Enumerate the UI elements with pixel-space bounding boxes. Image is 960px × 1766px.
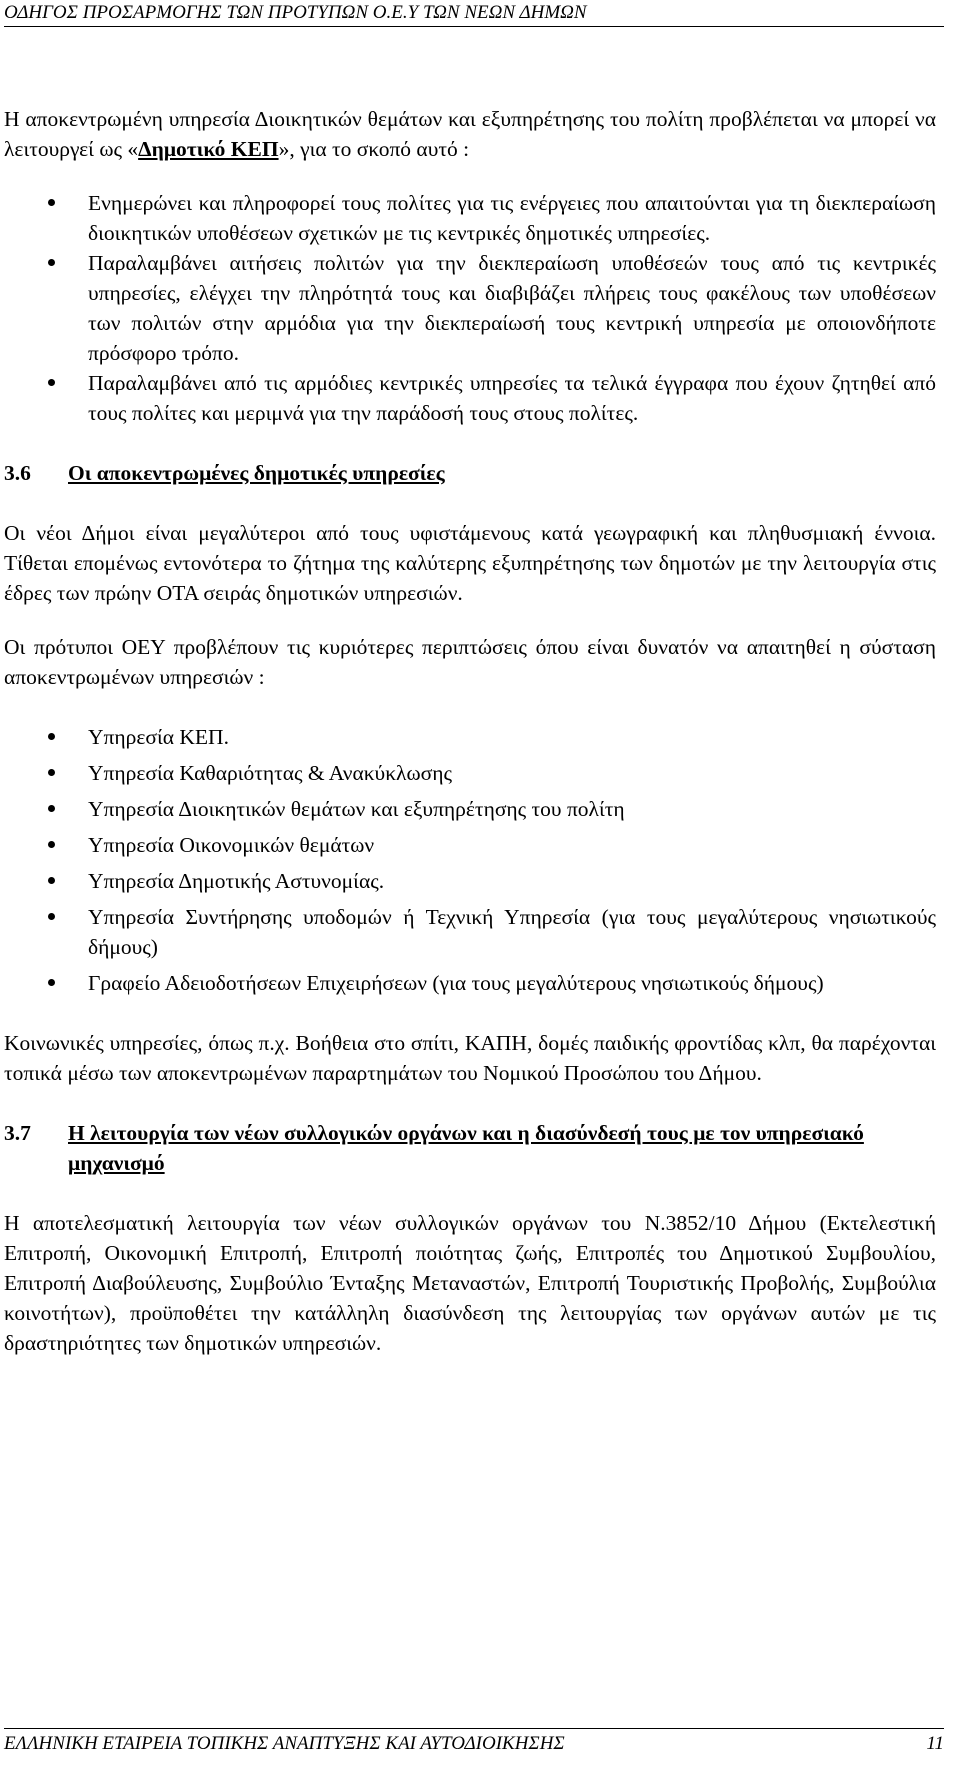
section-heading-3-6: [4, 458, 936, 488]
list-item: Υπηρεσία Καθαριότητας & Ανακύκλωσης: [4, 758, 936, 788]
section-heading-3-7: [4, 1118, 936, 1178]
footer-rule: [4, 1728, 944, 1729]
list-item: Υπηρεσία Διοικητικών θεμάτων και εξυπηρέτησης του πολίτη: [4, 794, 936, 824]
running-footer: [4, 1733, 944, 1755]
decentralized-services-list: [4, 722, 936, 998]
footer-organization: ΕΛΛΗΝΙΚΗ ΕΤΑΙΡΕΙΑ ΤΟΠΙΚΗΣ ΑΝΑΠΤΥΞΗΣ ΚΑΙ ΑΥΤΟΔΙΟΙΚΗΣΗΣ: [4, 1733, 565, 1754]
list-item: Υπηρεσία Οικονομικών θεμάτων: [4, 830, 936, 860]
list-item: Παραλαμβάνει αιτήσεις πολιτών για την διεκπεραίωση υποθέσεών τους από τις κεντρικές υπηρεσίες, ελέγχει την πληρότητά τους και διαβιβάζει πλήρεις τους φακέλους των υποθέσεων των πολιτών στην αρμόδια για την διεκπεραίωσή τους κεντρική υπηρεσία με οποιονδήποτε πρόσφορο τρόπο.: [4, 248, 936, 368]
section-number: 3.7: [4, 1121, 31, 1145]
intro-text-after: », για το σκοπό αυτό :: [278, 137, 470, 161]
bullet-icon: [48, 913, 55, 920]
paragraph: Οι πρότυποι ΟΕΥ προβλέπουν τις κυριότερες περιπτώσεις όπου είναι δυνατόν να απαιτηθεί η σύσταση αποκεντρωμένων υπηρεσιών :: [4, 635, 936, 689]
paragraph: Οι νέοι Δήμοι είναι μεγαλύτεροι από τους υφιστάμενους κατά γεωγραφική και πληθυσμιακή έννοια. Τίθεται επομένως εντονότερα το ζήτημα της καλύτερης εξυπηρέτησης των δημοτών με την λειτουργία στις έδρες των πρώην ΟΤΑ σειράς δημοτικών υπηρεσιών.: [4, 521, 936, 605]
bullet-icon: [48, 877, 55, 884]
list-item: Υπηρεσία Δημοτικής Αστυνομίας.: [4, 866, 936, 896]
page-number: 11: [926, 1733, 944, 1754]
intro-bold-term: Δημοτικό ΚΕΠ: [138, 137, 279, 161]
section-title: Η λειτουργία των νέων συλλογικών οργάνων και η διασύνδεσή τους με τον υπηρεσιακό μηχανισμό: [68, 1121, 864, 1175]
bullet-icon: [48, 199, 55, 206]
bullet-icon: [48, 769, 55, 776]
paragraph: Κοινωνικές υπηρεσίες, όπως π.χ. Βοήθεια στο σπίτι, ΚΑΠΗ, δομές παιδικής φροντίδας κλπ, θα παρέχονται τοπικά μέσω των αποκεντρωμένων παραρτημάτων του Νομικού Προσώπου του Δήμου.: [4, 1031, 936, 1085]
page-content: [4, 104, 936, 1358]
list-item: Γραφείο Αδειοδοτήσεων Επιχειρήσεων (για τους μεγαλύτερους νησιωτικούς δήμους): [4, 968, 936, 998]
intro-paragraph: [4, 104, 936, 164]
bullet-icon: [48, 733, 55, 740]
running-header: ΟΔΗΓΟΣ ΠΡΟΣΑΡΜΟΓΗΣ ΤΩΝ ΠΡΟΤΥΠΩΝ Ο.Ε.Υ ΤΩΝ ΝΕΩΝ ΔΗΜΩΝ: [4, 2, 587, 23]
intro-text-before: Η αποκεντρωμένη υπηρεσία Διοικητικών θεμάτων και εξυπηρέτησης του πολίτη προβλέπεται να μπορεί να λειτουργεί ως «: [4, 107, 936, 161]
list-item: Παραλαμβάνει από τις αρμόδιες κεντρικές υπηρεσίες τα τελικά έγγραφα που έχουν ζητηθεί από τους πολίτες και μεριμνά για την παράδοσή τους στους πολίτες.: [4, 368, 936, 428]
bullet-icon: [48, 379, 55, 386]
bullet-icon: [48, 841, 55, 848]
list-item: Υπηρεσία ΚΕΠ.: [4, 722, 936, 752]
bullet-icon: [48, 805, 55, 812]
bullet-icon: [48, 979, 55, 986]
section-title: Οι αποκεντρωμένες δημοτικές υπηρεσίες: [68, 461, 445, 485]
paragraph: Η αποτελεσματική λειτουργία των νέων συλλογικών οργάνων του Ν.3852/10 Δήμου (Εκτελεστική Επιτροπή, Οικονομική Επιτροπή, Επιτροπή ποιότητας ζωής, Επιτροπές του Δημοτικού Συμβουλίου, Επιτροπή Διαβούλευσης, Συμβούλιο Ένταξης Μεταναστών, Επιτροπή Τουριστικής Προβολής, Συμβούλια κοινοτήτων), προϋποθέτει την κατάλληλη διασύνδεση της λειτουργίας των οργάνων αυτών με τις δραστηριότητες των δημοτικών υπηρεσιών.: [4, 1211, 936, 1355]
header-rule: [4, 26, 944, 27]
kep-duties-list: [4, 188, 936, 428]
bullet-icon: [48, 259, 55, 266]
section-number: 3.6: [4, 461, 31, 485]
list-item: Ενημερώνει και πληροφορεί τους πολίτες για τις ενέργειες που απαιτούνται για τη διεκπεραίωση διοικητικών υποθέσεων σχετικών με τις κεντρικές δημοτικές υπηρεσίες.: [4, 188, 936, 248]
list-item: Υπηρεσία Συντήρησης υποδομών ή Τεχνική Υπηρεσία (για τους μεγαλύτερους νησιωτικούς δήμους): [4, 902, 936, 962]
